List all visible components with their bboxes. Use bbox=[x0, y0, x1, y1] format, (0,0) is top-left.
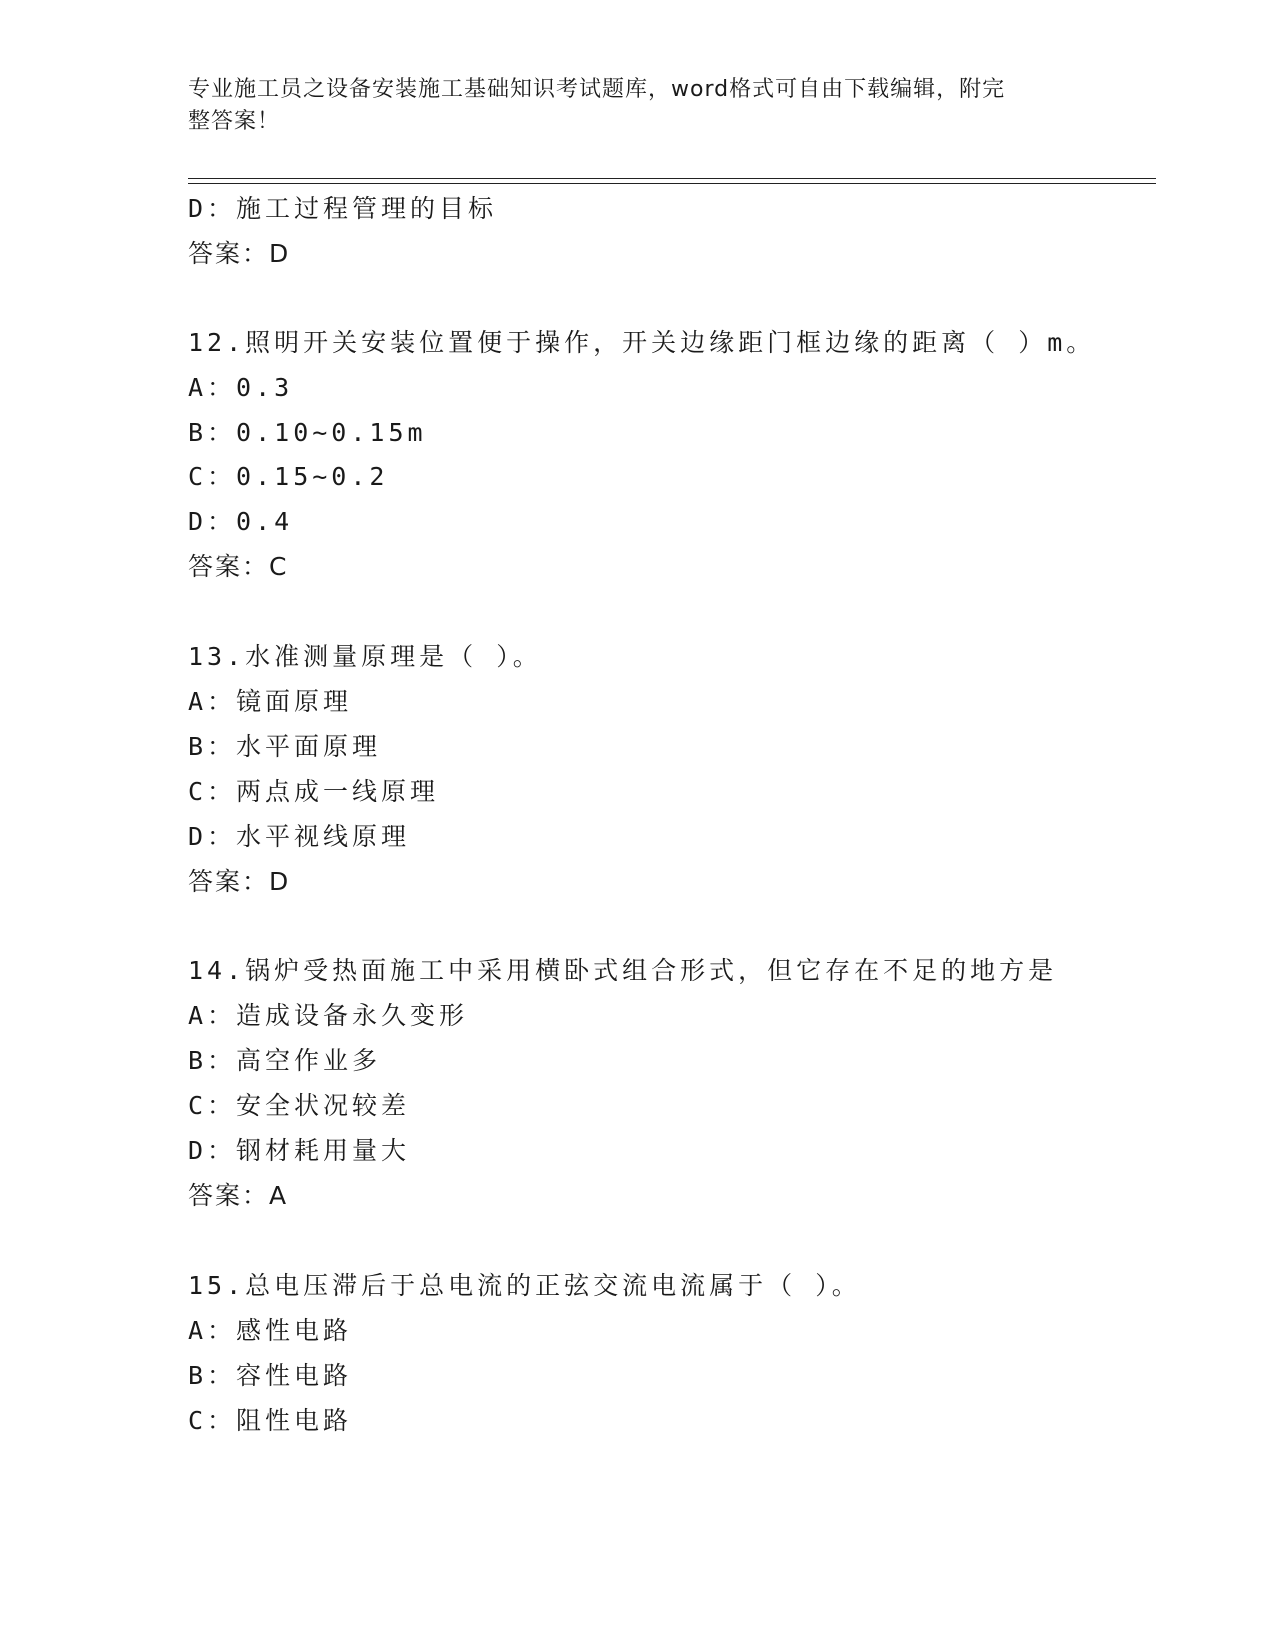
q13-option-b: B：水平面原理 bbox=[188, 732, 382, 761]
page-header bbox=[188, 74, 1068, 138]
q11-option-d: D：施工过程管理的目标 bbox=[188, 194, 498, 223]
header-divider-bottom bbox=[188, 183, 1156, 184]
q14-option-d: D：钢材耗用量大 bbox=[188, 1136, 411, 1165]
q15-option-c: C：阻性电路 bbox=[188, 1406, 353, 1435]
q12-option-a: A：0.3 bbox=[188, 373, 294, 402]
q12-option-c: C：0.15~0.2 bbox=[188, 462, 389, 491]
q13-option-c: C：两点成一线原理 bbox=[188, 777, 440, 806]
q14-option-b: B：高空作业多 bbox=[188, 1046, 382, 1075]
q14-answer: 答案：A bbox=[188, 1181, 289, 1210]
q13-stem: 13.水准测量原理是（ ）。 bbox=[188, 642, 542, 671]
q12-option-b: B：0.10~0.15m bbox=[188, 418, 427, 447]
q12-stem: 12.照明开关安装位置便于操作，开关边缘距门框边缘的距离（ ）m。 bbox=[188, 328, 1096, 357]
q15-stem: 15.总电压滞后于总电流的正弦交流电流属于（ ）。 bbox=[188, 1271, 861, 1300]
q13-answer: 答案：D bbox=[188, 867, 291, 896]
header-line-2: 整答案！ bbox=[188, 109, 281, 134]
header-line-1: 专业施工员之设备安装施工基础知识考试题库，word格式可自由下载编辑，附完 bbox=[188, 77, 1006, 102]
q13-option-d: D：水平视线原理 bbox=[188, 822, 411, 851]
header-divider-top bbox=[188, 178, 1156, 179]
q14-option-c: C：安全状况较差 bbox=[188, 1091, 411, 1120]
q14-option-a: A：造成设备永久变形 bbox=[188, 1001, 469, 1030]
q14-stem: 14.锅炉受热面施工中采用横卧式组合形式，但它存在不足的地方是 bbox=[188, 956, 1058, 985]
q15-option-b: B：容性电路 bbox=[188, 1361, 353, 1390]
q11-answer: 答案：D bbox=[188, 239, 291, 268]
q12-option-d: D：0.4 bbox=[188, 507, 294, 536]
q12-answer: 答案：C bbox=[188, 552, 289, 581]
q13-option-a: A：镜面原理 bbox=[188, 687, 353, 716]
q15-option-a: A：感性电路 bbox=[188, 1316, 353, 1345]
